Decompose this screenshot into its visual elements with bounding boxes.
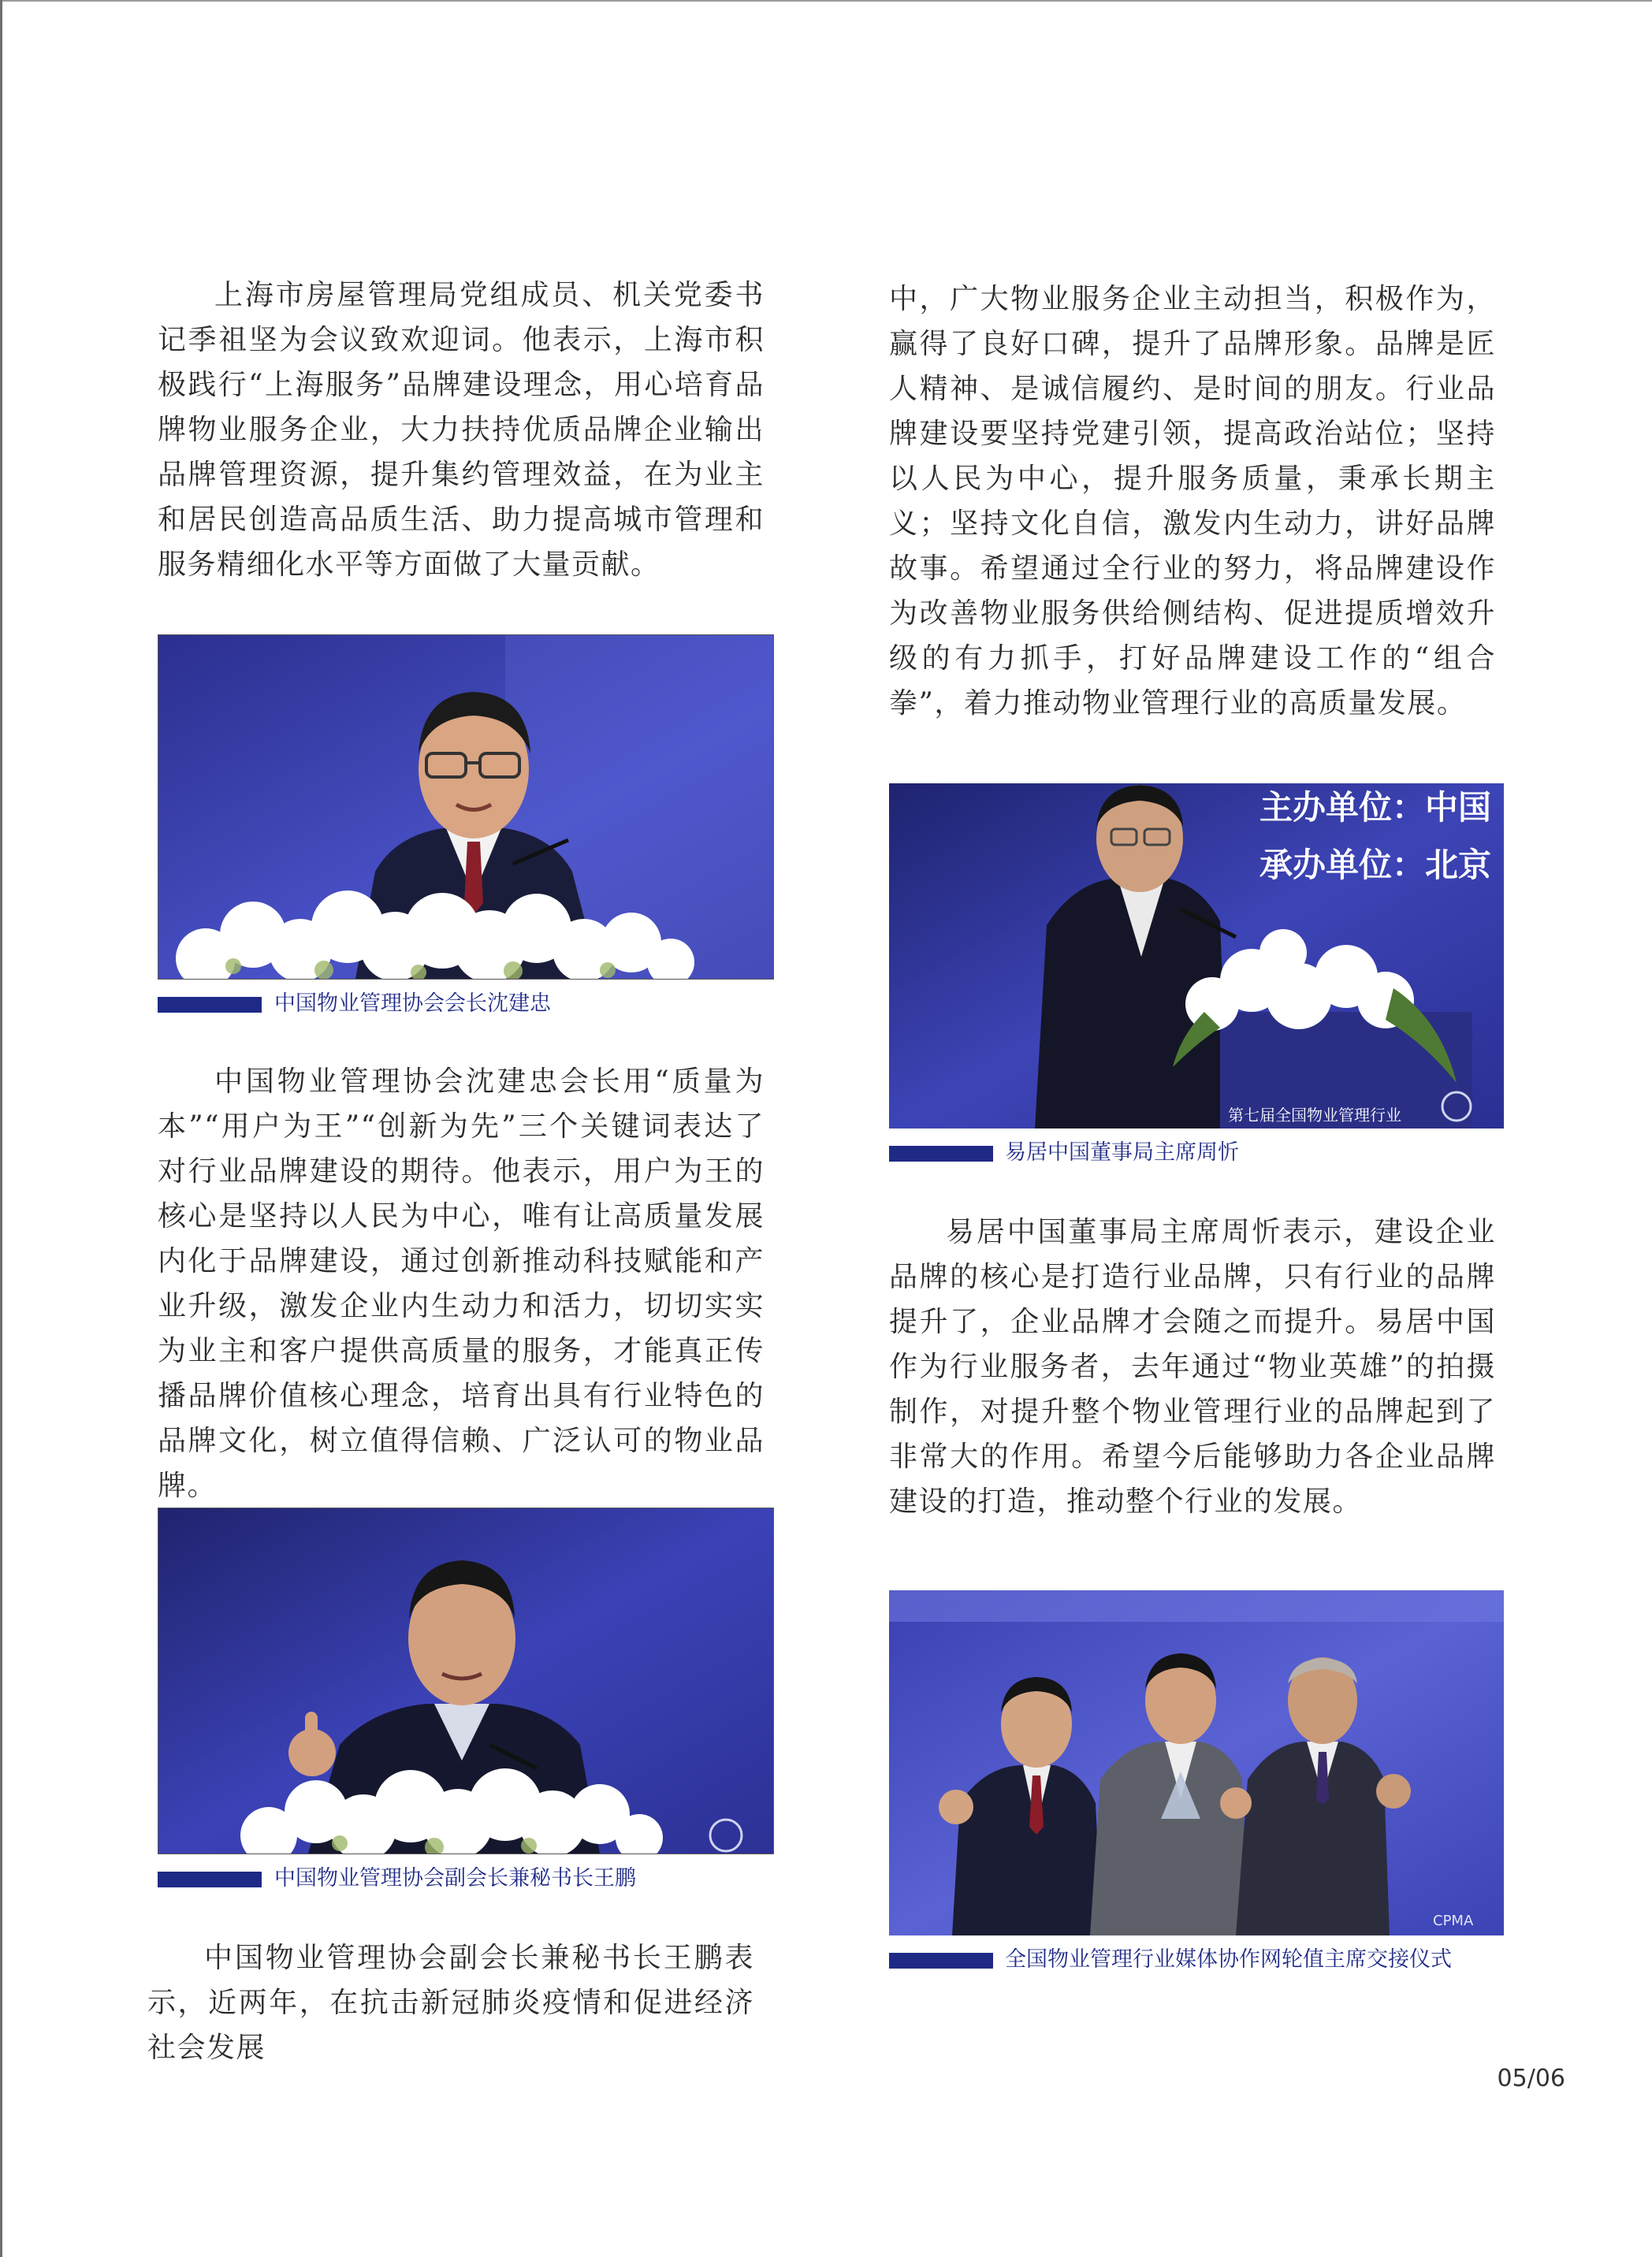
caption-bar-3: [889, 1146, 993, 1162]
banner-line-1: 主办单位：中国: [1259, 788, 1492, 827]
photo-wang-peng: [158, 1508, 774, 1854]
caption-bar-4: [889, 1953, 993, 1969]
photo-zhou-xin: [889, 783, 1504, 1128]
right-paragraph-2: 易居中国董事局主席周忻表示，建设企业品牌的核心是打造行业品牌，只有行业的品牌提升了，企业品牌才会随之而提升。易居中国作为行业服务者，去年通过“物业英雄”的拍摄制作，对提升整个物业管理行业的品牌起到了非常大的作用。希望今后能够助力各企业品牌建设的打造，推动整个行业的发展。: [889, 1216, 1496, 1518]
podium-text: 第七届全国物业管理行业: [1228, 1106, 1401, 1125]
photo-caption-3: 易居中国董事局主席周忻: [1005, 1140, 1239, 1165]
photo-caption-2: 中国物业管理协会副会长兼秘书长王鹏: [274, 1866, 636, 1891]
page-left-edge: [0, 0, 2, 2257]
photo-handover-ceremony: [889, 1590, 1504, 1935]
left-paragraph-1: 上海市房屋管理局党组成员、机关党委书记季祖坚为会议致欢迎词。他表示，上海市积极践行“上海服务”品牌建设理念，用心培育品牌物业服务企业，大力扶持优质品牌企业输出品牌管理资源，提升集约管理效益，在为业主和居民创造高品质生活、助力提高城市管理和服务精细化水平等方面做了大量贡献。: [158, 279, 765, 581]
left-paragraph-3: 中国物业管理协会副会长兼秘书长王鹏表示，近两年，在抗击新冠肺炎疫情和促进经济社会发展: [147, 1942, 754, 2064]
page-top-edge: [0, 0, 1652, 2]
photo-caption-1: 中国物业管理协会会长沈建忠: [274, 991, 551, 1016]
photo-caption-4: 全国物业管理行业媒体协作网轮值主席交接仪式: [1005, 1947, 1452, 1972]
banner-line-2: 承办单位：北京: [1259, 846, 1492, 884]
cpma-logo: CPMA: [1433, 1913, 1474, 1929]
photo-shen-jianzhong: [158, 634, 774, 980]
left-paragraph-2: 中国物业管理协会沈建忠会长用“质量为本”“用户为王”“创新为先”三个关键词表达了对行业品牌建设的期待。他表示，用户为王的核心是坚持以人民为中心，唯有让高质量发展内化于品牌建设，通过创新推动科技赋能和产业升级，激发企业内生动力和活力，切切实实为业主和客户提供高质量的服务，才能真正传播品牌价值核心理念，培育出具有行业特色的品牌文化，树立值得信赖、广泛认可的物业品牌。: [158, 1065, 765, 1502]
caption-bar-2: [158, 1872, 262, 1887]
right-paragraph-1: 中，广大物业服务企业主动担当，积极作为，赢得了良好口碑，提升了品牌形象。品牌是匠人精神、是诚信履约、是时间的朋友。行业品牌建设要坚持党建引领，提高政治站位；坚持以人民为中心，提升服务质量，秉承长期主义；坚持文化自信，激发内生动力，讲好品牌故事。希望通过全行业的努力，将品牌建设作为改善物业服务供给侧结构、促进提质增效升级的有力抓手，打好品牌建设工作的“组合拳”，着力推动物业管理行业的高质量发展。: [889, 283, 1496, 719]
page-number: 05/06: [1497, 2065, 1565, 2092]
caption-bar-1: [158, 997, 262, 1013]
